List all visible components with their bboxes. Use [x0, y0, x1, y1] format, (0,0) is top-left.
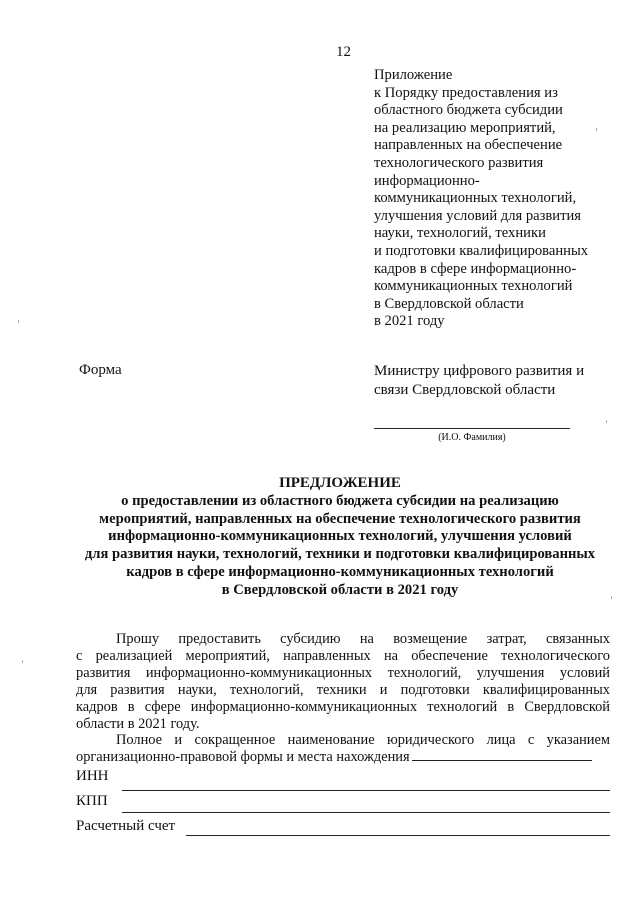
appendix-line: кадров в сфере информационно-	[374, 260, 577, 277]
addressee-block	[374, 362, 584, 400]
kpp-field[interactable]	[122, 812, 610, 813]
title-line: мероприятий, направленных на обеспечение технологического развития	[99, 510, 581, 527]
scan-speck	[606, 420, 607, 423]
body-line: кадров в сфере информационно-коммуникационных технологий в Свердловской	[76, 698, 610, 715]
account-label: Расчетный счет	[76, 818, 176, 834]
inn-label: ИНН	[76, 768, 109, 784]
document-title	[60, 475, 620, 600]
appendix-line: коммуникационных технологий	[374, 278, 573, 295]
body-line: с реализацией мероприятий, направленных на обеспечение технологического	[76, 647, 610, 664]
appendix-line: науки, технологий, техники	[374, 225, 546, 242]
scan-speck	[611, 596, 612, 599]
body-line: Полное и сокращенное наименование юридического лица с указанием	[116, 732, 610, 749]
body-line: развития информационно-коммуникационных технологий, улучшения условий	[76, 664, 610, 681]
body-line: для развития науки, технологий, техники и подготовки квалифицированных	[76, 681, 610, 698]
body-line: области в 2021 году.	[76, 715, 200, 732]
org-name-row	[76, 749, 610, 766]
title-line: информационно-коммуникационных технологий, улучшения условий	[108, 528, 572, 545]
title-line: для развития науки, технологий, техники и подготовки квалифицированных	[84, 546, 596, 563]
signature-line[interactable]	[374, 428, 570, 429]
org-name-field[interactable]	[412, 750, 592, 761]
appendix-line: коммуникационных технологий,	[374, 190, 577, 207]
appendix-line: на реализацию мероприятий,	[374, 119, 556, 136]
account-field[interactable]	[186, 835, 610, 836]
appendix-line: в 2021 году	[374, 313, 445, 330]
scan-speck	[596, 128, 597, 131]
appendix-line: в Свердловской области	[374, 295, 524, 312]
appendix-line: Приложение	[374, 67, 453, 83]
appendix-line: информационно-	[374, 172, 480, 189]
scan-speck	[22, 660, 23, 663]
kpp-label: КПП	[76, 793, 108, 809]
addressee-line: связи Свердловской области	[374, 382, 556, 398]
appendix-line: и подготовки квалифицированных	[374, 242, 589, 259]
body-line: Прошу предоставить субсидию на возмещение затрат, связанных	[116, 631, 610, 647]
appendix-line: улучшения условий для развития	[374, 207, 581, 224]
signature-caption: (И.О. Фамилия)	[438, 432, 506, 443]
appendix-note	[374, 67, 624, 331]
addressee-line: Министру цифрового развития и	[374, 363, 585, 379]
appendix-line: технологического развития	[374, 154, 544, 171]
title-line: в Свердловской области в 2021 году	[221, 581, 459, 598]
request-body	[76, 631, 610, 766]
page-number: 12	[336, 44, 351, 60]
title-line: кадров в сфере информационно-коммуникационных технологий	[126, 563, 554, 580]
appendix-line: к Порядку предоставления из	[374, 84, 558, 101]
title-line: о предоставлении из областного бюджета субсидии на реализацию	[121, 492, 559, 509]
inn-field[interactable]	[122, 790, 610, 791]
body-line: организационно-правовой формы и места нахождения	[76, 749, 410, 766]
form-label: Форма	[79, 362, 122, 378]
appendix-line: областного бюджета субсидии	[374, 102, 563, 119]
title-main: ПРЕДЛОЖЕНИЕ	[279, 475, 401, 491]
scan-speck	[18, 320, 19, 323]
appendix-line: направленных на обеспечение	[374, 137, 563, 154]
